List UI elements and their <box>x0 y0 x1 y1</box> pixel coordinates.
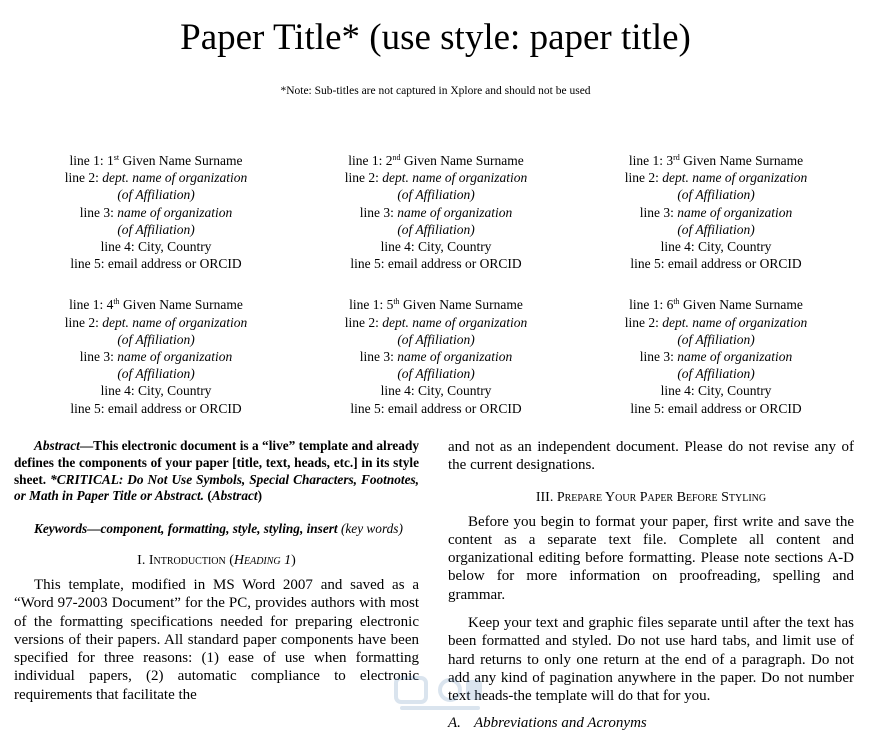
author-line-2: line 2: dept. name of organization <box>624 170 808 186</box>
author-line-2: line 2: dept. name of organization <box>64 170 248 186</box>
author-block <box>16 152 856 417</box>
prepare-paragraph-1: Before you begin to format your paper, first write and save the content as a separate text file. Complete all content and organizational editing before formatting. Please note sections A-D below for more information on proofreading, spelling and grammar. <box>448 513 854 603</box>
author-line-5: line 5: email address or ORCID <box>350 400 522 416</box>
author-line-3: line 3: name of organization <box>79 204 233 220</box>
author-line-3: line 3: name of organization <box>359 349 513 365</box>
author-line-2: line 2: dept. name of organization <box>344 170 528 186</box>
author-line-3-cont: (of Affiliation) <box>117 366 195 382</box>
subsection-heading-abbreviations: A. Abbreviations and Acronyms <box>448 714 647 731</box>
author-line-2-cont: (of Affiliation) <box>117 331 195 347</box>
author-affiliation-1 <box>16 152 296 272</box>
author-line-1: line 1: 4th Given Name Surname <box>69 297 243 313</box>
author-line-3-cont: (of Affiliation) <box>397 366 475 382</box>
author-line-2-cont: (of Affiliation) <box>397 331 475 347</box>
author-line-3-cont: (of Affiliation) <box>677 221 755 237</box>
abstract-label: Abstract <box>34 438 80 453</box>
author-line-3: line 3: name of organization <box>79 349 233 365</box>
author-line-2-cont: (of Affiliation) <box>677 331 755 347</box>
author-line-1: line 1: 1st Given Name Surname <box>69 153 243 168</box>
keywords: Keywords—component, formatting, style, styling, insert (key words) <box>34 521 403 537</box>
author-line-2: line 2: dept. name of organization <box>344 314 528 330</box>
continuation-paragraph: and not as an independent document. Please do not revise any of the current designations. <box>448 439 854 474</box>
author-affiliation-6 <box>576 296 856 416</box>
abstract-critical: *CRITICAL: Do Not Use Symbols, Special Characters, Footnotes, or Math in Paper Title or Abstract. <box>14 471 419 504</box>
author-line-3: line 3: name of organization <box>359 204 513 220</box>
abstract: Abstract—This electronic document is a “live” template and already defines the components of your paper [title, text, heads, etc.] in its style sheet. *CRITICAL: Do Not Use Symbols, Special Characters, Footnotes, or Math in Paper Title or Abstract. (Abstract) <box>14 438 419 504</box>
prepare-paragraph-2: Keep your text and graphic files separate until after the text has been formatted and styled. Do not use hard tabs, and limit use of hard returns to only one return at the end of a paragraph. Do not add any kind of pagination anywhere in the paper. Do not number text heads-the template will do that for you. <box>448 615 854 705</box>
author-line-1: line 1: 5th Given Name Surname <box>349 297 523 313</box>
author-affiliation-4 <box>16 296 296 416</box>
section-heading-introduction: I. Introduction (Heading 1) <box>137 552 296 568</box>
author-affiliation-3 <box>576 152 856 272</box>
abstract-body: This electronic document is a “live” template and already defines the components of your paper [title, text, heads, etc.] in its style sheet. <box>14 438 419 487</box>
section-heading-prepare: III. Prepare Your Paper Before Styling <box>535 489 767 505</box>
author-line-3: line 3: name of organization <box>639 349 793 365</box>
author-line-2-cont: (of Affiliation) <box>677 187 755 203</box>
introduction-paragraph: This template, modified in MS Word 2007 and saved as a “Word 97-2003 Document” for the PC, provides authors with most of the formatting specifications needed for preparing electronic versions of their papers. All standard paper components have been specified for three reasons: (1) ease of use when formatting individual papers, (2) automatic compliance to electronic requirements that facilitate the <box>14 576 419 703</box>
author-line-4: line 4: City, Country <box>660 239 772 255</box>
right-column <box>448 438 854 732</box>
author-line-3-cont: (of Affiliation) <box>117 221 195 237</box>
author-line-3: line 3: name of organization <box>639 204 793 220</box>
author-line-5: line 5: email address or ORCID <box>630 400 802 416</box>
author-line-1: line 1: 3rd Given Name Surname <box>628 153 804 168</box>
author-line-5: line 5: email address or ORCID <box>350 256 522 272</box>
author-line-4: line 4: City, Country <box>100 383 212 399</box>
keywords-label: Keywords—component, formatting, style, styling, insert <box>34 521 338 537</box>
author-line-4: line 4: City, Country <box>660 383 772 399</box>
author-line-5: line 5: email address or ORCID <box>70 400 242 416</box>
author-line-4: line 4: City, Country <box>100 239 212 255</box>
author-line-2: line 2: dept. name of organization <box>64 314 248 330</box>
author-line-2: line 2: dept. name of organization <box>624 314 808 330</box>
subtitle-note: *Note: Sub-titles are not captured in Xplore and should not be used <box>280 85 591 97</box>
paper-title: Paper Title* (use style: paper title) <box>180 17 691 58</box>
author-line-1: line 1: 2nd Given Name Surname <box>348 153 524 168</box>
author-line-5: line 5: email address or ORCID <box>70 256 242 272</box>
left-column <box>14 438 419 704</box>
author-affiliation-2 <box>296 152 576 272</box>
author-line-5: line 5: email address or ORCID <box>630 256 802 272</box>
author-line-4: line 4: City, Country <box>380 239 492 255</box>
author-line-1: line 1: 6th Given Name Surname <box>629 297 803 313</box>
author-line-2-cont: (of Affiliation) <box>117 187 195 203</box>
author-affiliation-5 <box>296 296 576 416</box>
author-line-3-cont: (of Affiliation) <box>677 366 755 382</box>
author-line-2-cont: (of Affiliation) <box>397 187 475 203</box>
author-line-4: line 4: City, Country <box>380 383 492 399</box>
author-line-3-cont: (of Affiliation) <box>397 221 475 237</box>
